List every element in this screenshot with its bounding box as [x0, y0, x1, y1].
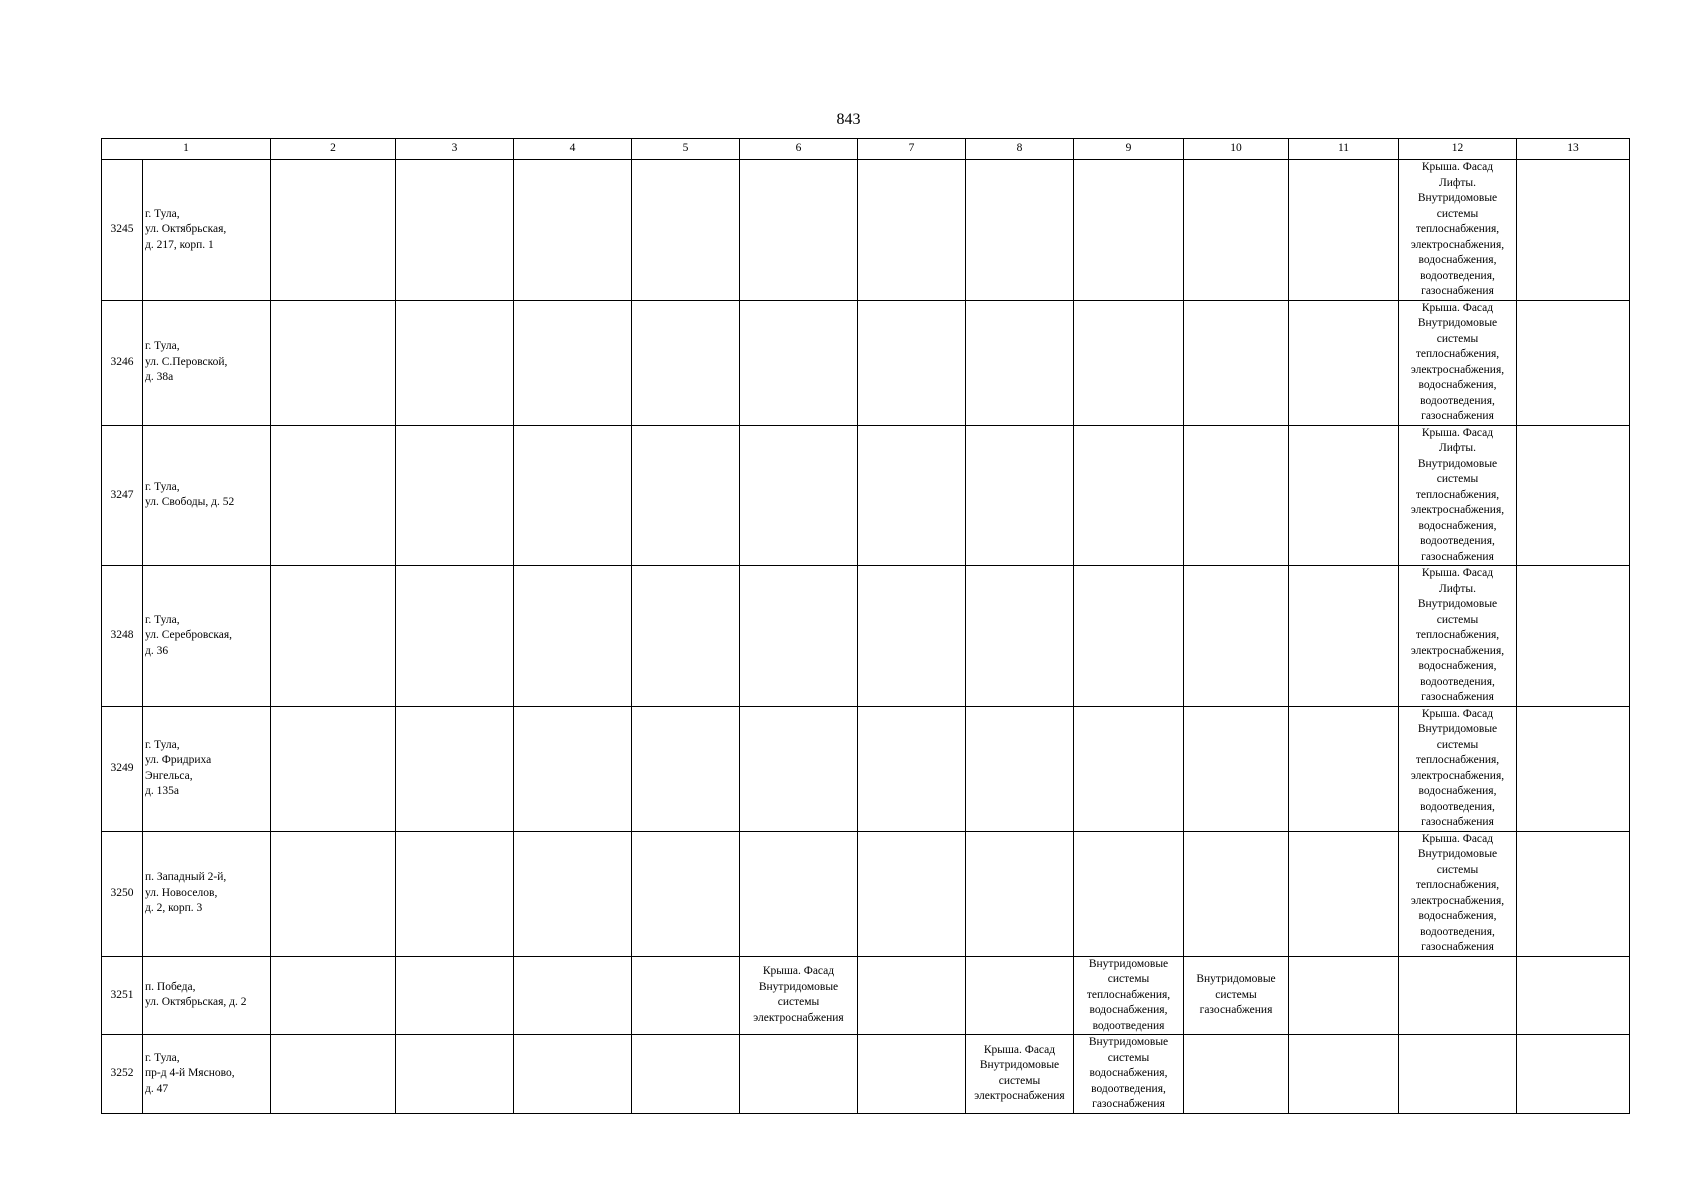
- cell-col-12: [1399, 706, 1517, 831]
- cell-col-3: [396, 160, 514, 301]
- cell-col-12: [1399, 956, 1517, 1035]
- address-line: ул. Фридриха: [145, 754, 212, 766]
- cell-col-12: [1399, 425, 1517, 566]
- cell-col-8: [966, 300, 1074, 425]
- cell-line: Лифты.: [1438, 442, 1477, 454]
- cell-col-4: [514, 300, 632, 425]
- row-number: 3251: [102, 956, 143, 1035]
- row-number: 3246: [102, 300, 143, 425]
- address-line: д. 135а: [145, 785, 179, 797]
- table-row: [102, 566, 1630, 707]
- cell-line: Крыша. Фасад: [1421, 161, 1494, 173]
- cell-col-13: [1517, 300, 1630, 425]
- cell-col-4: [514, 160, 632, 301]
- table-row: [102, 1035, 1630, 1114]
- address-cell: [143, 566, 271, 707]
- header-row: [102, 139, 1630, 160]
- cell-col-10: [1184, 160, 1289, 301]
- table-row: [102, 831, 1630, 956]
- cell-col-10: [1184, 566, 1289, 707]
- cell-col-10: [1184, 300, 1289, 425]
- cell-line: теплоснабжения,: [1415, 754, 1500, 766]
- table-row: [102, 160, 1630, 301]
- cell-line: водоснабжения,: [1418, 519, 1497, 532]
- cell-line: Внутридомовые: [1196, 973, 1276, 985]
- page-number: 843: [836, 111, 861, 128]
- cell-line: теплоснабжения,: [1415, 879, 1500, 891]
- cell-col-5: [632, 300, 740, 425]
- cell-line: водоотведения: [1092, 1019, 1165, 1032]
- cell-col-11: [1289, 1035, 1399, 1114]
- cell-col-12: [1399, 300, 1517, 425]
- cell-col-8: [966, 566, 1074, 707]
- column-header: 8: [966, 139, 1074, 160]
- cell-col-6: [740, 956, 858, 1035]
- address-line: г. Тула,: [145, 738, 180, 751]
- cell-col-5: [632, 1035, 740, 1114]
- cell-line: электроснабжения,: [1410, 504, 1505, 516]
- address-line: г. Тула,: [145, 1051, 180, 1064]
- address-line: г. Тула,: [145, 480, 180, 493]
- cell-line: водоотведения,: [1091, 1082, 1166, 1095]
- cell-line: Крыша. Фасад: [1421, 832, 1494, 845]
- cell-line: газоснабжения: [1199, 1004, 1273, 1016]
- cell-col-9: [1074, 300, 1184, 425]
- cell-line: Внутридомовые: [1088, 957, 1169, 970]
- cell-col-2: [271, 706, 396, 831]
- address-line: д. 217, корп. 1: [145, 238, 214, 251]
- column-header: 6: [740, 139, 858, 160]
- cell-col-3: [396, 956, 514, 1035]
- cell-col-8: [966, 1035, 1074, 1114]
- cell-col-8: [966, 425, 1074, 566]
- cell-line: Внутридомовые: [1088, 1036, 1169, 1048]
- column-header: 11: [1289, 139, 1399, 160]
- cell-col-11: [1289, 956, 1399, 1035]
- cell-col-2: [271, 300, 396, 425]
- cell-col-12: [1399, 566, 1517, 707]
- cell-col-2: [271, 1035, 396, 1114]
- address-cell: [143, 160, 271, 301]
- address-line: д. 38а: [145, 371, 174, 384]
- cell-col-3: [396, 706, 514, 831]
- cell-col-4: [514, 956, 632, 1035]
- cell-line: Внутридомовые: [1417, 848, 1498, 860]
- cell-col-13: [1517, 566, 1630, 707]
- cell-line: теплоснабжения,: [1086, 988, 1171, 1001]
- address-cell: [143, 300, 271, 425]
- cell-line: системы: [1215, 988, 1257, 1001]
- cell-col-6: [740, 1035, 858, 1114]
- cell-col-5: [632, 566, 740, 707]
- cell-col-4: [514, 1035, 632, 1114]
- cell-col-8: [966, 706, 1074, 831]
- cell-col-12: [1399, 1035, 1517, 1114]
- cell-line: теплоснабжения,: [1415, 348, 1500, 360]
- cell-line: электроснабжения: [753, 1011, 844, 1024]
- cell-line: системы: [1107, 973, 1150, 985]
- cell-col-2: [271, 831, 396, 956]
- cell-col-4: [514, 831, 632, 956]
- cell-line: теплоснабжения,: [1415, 223, 1500, 235]
- cell-col-11: [1289, 425, 1399, 566]
- row-number: 3249: [102, 706, 143, 831]
- cell-line: электроснабжения,: [1410, 238, 1505, 251]
- cell-line: водоснабжения,: [1089, 1067, 1168, 1079]
- cell-col-6: [740, 831, 858, 956]
- cell-line: системы: [1436, 738, 1479, 751]
- cell-line: Крыша. Фасад: [762, 965, 835, 978]
- address-line: д. 47: [145, 1082, 169, 1095]
- cell-col-6: [740, 300, 858, 425]
- cell-col-3: [396, 1035, 514, 1114]
- column-header: 1: [102, 139, 271, 160]
- cell-col-7: [858, 300, 966, 425]
- table-row: [102, 300, 1630, 425]
- cell-col-4: [514, 706, 632, 831]
- column-header: 4: [514, 139, 632, 160]
- cell-line: системы: [998, 1074, 1041, 1087]
- address-cell: [143, 706, 271, 831]
- cell-col-9: [1074, 160, 1184, 301]
- cell-col-10: [1184, 831, 1289, 956]
- cell-col-11: [1289, 706, 1399, 831]
- cell-col-7: [858, 566, 966, 707]
- cell-col-9: [1074, 425, 1184, 566]
- cell-col-2: [271, 160, 396, 301]
- address-cell: [143, 1035, 271, 1114]
- cell-col-7: [858, 160, 966, 301]
- cell-col-8: [966, 956, 1074, 1035]
- address-line: г. Тула,: [145, 207, 180, 220]
- cell-line: электроснабжения,: [1410, 363, 1505, 376]
- cell-col-8: [966, 831, 1074, 956]
- cell-line: теплоснабжения,: [1415, 629, 1500, 641]
- cell-col-13: [1517, 425, 1630, 566]
- cell-col-5: [632, 425, 740, 566]
- column-header: 10: [1184, 139, 1289, 160]
- cell-line: системы: [777, 996, 820, 1009]
- row-number: 3250: [102, 831, 143, 956]
- cell-col-9: [1074, 956, 1184, 1035]
- cell-line: газоснабжения: [1421, 285, 1494, 297]
- address-line: ул. Серебровская,: [145, 629, 233, 641]
- row-number: 3245: [102, 160, 143, 301]
- cell-col-7: [858, 956, 966, 1035]
- cell-line: Крыша. Фасад: [1421, 426, 1494, 439]
- cell-line: системы: [1107, 1051, 1150, 1064]
- address-line: ул. С.Перовской,: [145, 355, 228, 368]
- cell-line: водоотведения,: [1420, 535, 1495, 547]
- cell-line: водоснабжения,: [1418, 254, 1497, 266]
- address-line: д. 2, корп. 3: [145, 902, 203, 915]
- cell-line: водоотведения,: [1420, 925, 1495, 938]
- address-line: п. Западный 2-й,: [145, 871, 227, 884]
- column-header: 5: [632, 139, 740, 160]
- cell-col-7: [858, 706, 966, 831]
- cell-col-6: [740, 706, 858, 831]
- cell-col-4: [514, 425, 632, 566]
- cell-line: Лифты.: [1438, 176, 1477, 189]
- cell-col-6: [740, 160, 858, 301]
- cell-line: водоснабжения,: [1418, 379, 1497, 391]
- cell-line: водоснабжения,: [1418, 660, 1497, 672]
- cell-line: электроснабжения,: [1410, 769, 1505, 782]
- cell-line: водоснабжения,: [1418, 910, 1497, 922]
- cell-line: газоснабжения: [1421, 691, 1494, 703]
- cell-line: Внутридомовые: [1417, 192, 1498, 204]
- cell-col-2: [271, 425, 396, 566]
- cell-line: Внутридомовые: [758, 980, 839, 993]
- cell-line: системы: [1436, 207, 1479, 220]
- cell-col-13: [1517, 956, 1630, 1035]
- cell-line: газоснабжения: [1421, 410, 1494, 422]
- cell-line: водоотведения,: [1420, 800, 1495, 813]
- cell-col-5: [632, 956, 740, 1035]
- cell-line: газоснабжения: [1092, 1098, 1165, 1110]
- cell-col-2: [271, 956, 396, 1035]
- address-line: ул. Свободы, д. 52: [145, 496, 235, 509]
- column-header: 2: [271, 139, 396, 160]
- cell-line: системы: [1436, 613, 1479, 626]
- column-header: 13: [1517, 139, 1630, 160]
- cell-line: теплоснабжения,: [1415, 488, 1500, 501]
- cell-col-5: [632, 706, 740, 831]
- cell-line: Крыша. Фасад: [1421, 707, 1494, 720]
- cell-col-7: [858, 1035, 966, 1114]
- table-row: [102, 956, 1630, 1035]
- cell-line: электроснабжения: [974, 1090, 1065, 1103]
- address-line: ул. Октябрьская, д. 2: [145, 996, 247, 1009]
- cell-line: Внутридомовые: [1417, 723, 1498, 735]
- table-row: [102, 706, 1630, 831]
- cell-line: водоотведения,: [1420, 675, 1495, 688]
- cell-col-11: [1289, 300, 1399, 425]
- row-number: 3247: [102, 425, 143, 566]
- column-header: 7: [858, 139, 966, 160]
- cell-col-6: [740, 566, 858, 707]
- cell-col-9: [1074, 831, 1184, 956]
- cell-line: газоснабжения: [1421, 550, 1494, 563]
- cell-line: электроснабжения,: [1410, 644, 1505, 657]
- cell-col-13: [1517, 1035, 1630, 1114]
- cell-col-5: [632, 831, 740, 956]
- cell-line: Внутридомовые: [1417, 457, 1498, 470]
- cell-line: Лифты.: [1438, 582, 1477, 595]
- cell-line: Внутридомовые: [979, 1059, 1060, 1072]
- cell-col-12: [1399, 160, 1517, 301]
- cell-col-4: [514, 566, 632, 707]
- cell-line: электроснабжения,: [1410, 894, 1505, 907]
- cell-line: газоснабжения: [1421, 941, 1494, 953]
- cell-col-11: [1289, 566, 1399, 707]
- column-header: 9: [1074, 139, 1184, 160]
- cell-col-8: [966, 160, 1074, 301]
- cell-line: системы: [1436, 863, 1479, 876]
- cell-col-13: [1517, 831, 1630, 956]
- cell-col-6: [740, 425, 858, 566]
- cell-col-3: [396, 566, 514, 707]
- address-line: п. Победа,: [145, 980, 196, 993]
- address-line: г. Тула,: [145, 340, 180, 353]
- cell-line: водоснабжения,: [1418, 785, 1497, 797]
- cell-col-9: [1074, 706, 1184, 831]
- address-line: г. Тула,: [145, 613, 180, 626]
- cell-line: Внутридомовые: [1417, 598, 1498, 610]
- cell-col-3: [396, 425, 514, 566]
- address-line: ул. Октябрьская,: [145, 223, 227, 235]
- cell-col-11: [1289, 160, 1399, 301]
- cell-line: Крыша. Фасад: [1421, 567, 1494, 579]
- address-line: Энгельса,: [145, 769, 193, 782]
- address-cell: [143, 956, 271, 1035]
- cell-col-13: [1517, 160, 1630, 301]
- cell-col-5: [632, 160, 740, 301]
- address-line: ул. Новоселов,: [145, 886, 218, 899]
- cell-col-9: [1074, 1035, 1184, 1114]
- address-line: пр-д 4-й Мясново,: [145, 1067, 235, 1079]
- cell-col-12: [1399, 831, 1517, 956]
- cell-col-10: [1184, 1035, 1289, 1114]
- cell-col-3: [396, 831, 514, 956]
- cell-col-10: [1184, 706, 1289, 831]
- cell-col-3: [396, 300, 514, 425]
- cell-col-7: [858, 425, 966, 566]
- cell-line: водоотведения,: [1420, 394, 1495, 407]
- cell-line: Крыша. Фасад: [983, 1043, 1056, 1056]
- cell-line: Внутридомовые: [1417, 317, 1498, 329]
- cell-col-2: [271, 566, 396, 707]
- cell-line: водоотведения,: [1420, 269, 1495, 282]
- cell-col-9: [1074, 566, 1184, 707]
- address-line: д. 36: [145, 644, 169, 657]
- cell-line: водоснабжения,: [1089, 1004, 1168, 1016]
- column-header: 3: [396, 139, 514, 160]
- cell-col-7: [858, 831, 966, 956]
- cell-line: газоснабжения: [1421, 816, 1494, 828]
- cell-line: системы: [1436, 473, 1479, 485]
- cell-col-10: [1184, 425, 1289, 566]
- row-number: 3248: [102, 566, 143, 707]
- row-number: 3252: [102, 1035, 143, 1114]
- table-row: [102, 425, 1630, 566]
- cell-col-11: [1289, 831, 1399, 956]
- cell-col-13: [1517, 706, 1630, 831]
- address-cell: [143, 831, 271, 956]
- cell-line: системы: [1436, 332, 1479, 345]
- column-header: 12: [1399, 139, 1517, 160]
- cell-line: Крыша. Фасад: [1421, 301, 1494, 314]
- cell-col-10: [1184, 956, 1289, 1035]
- work-schedule-table: [101, 138, 1630, 1114]
- address-cell: [143, 425, 271, 566]
